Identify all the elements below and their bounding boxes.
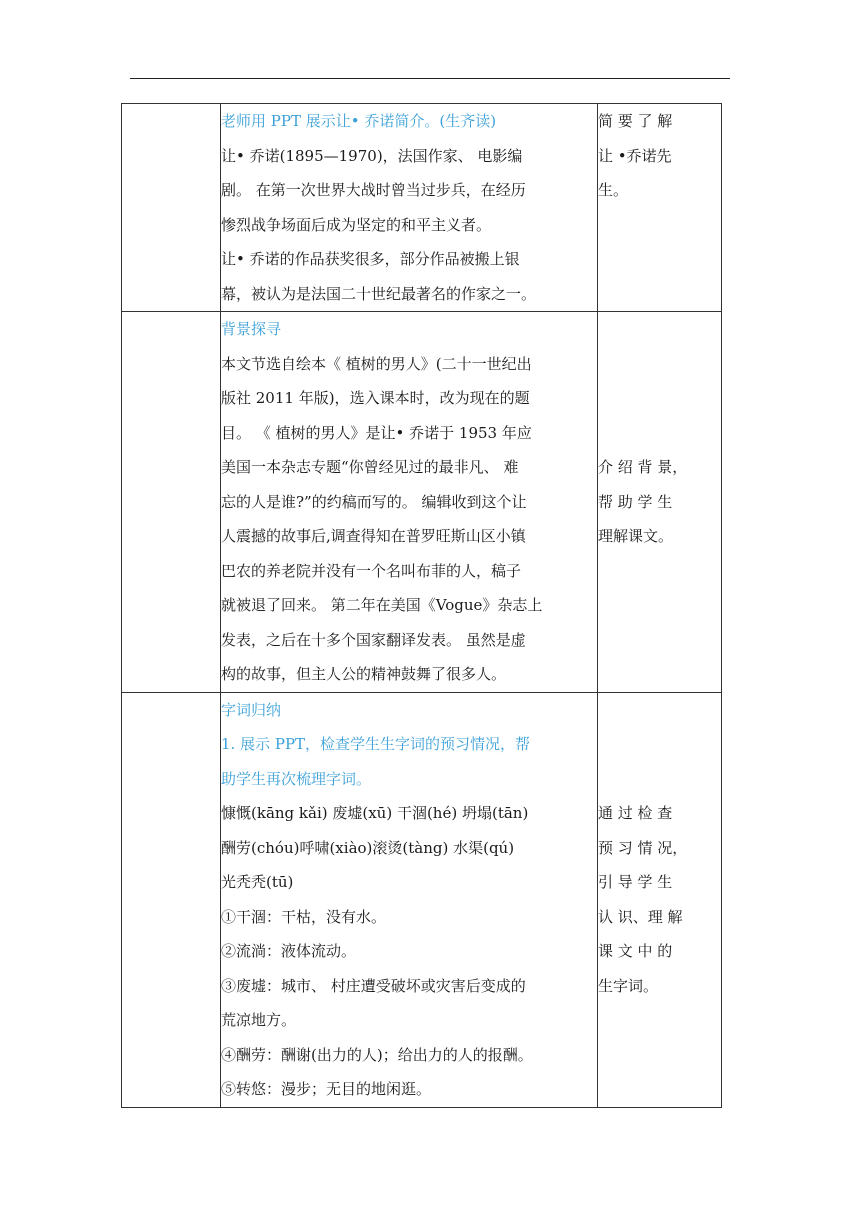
- vocab-line: 慷慨(kāng kǎi) 废墟(xū) 干涸(hé) 坍塌(tān): [221, 804, 529, 822]
- content-line: 剧。 在第一次世界大战时曾当过步兵，在经历: [221, 181, 526, 199]
- content-line: 发表，之后在十多个国家翻译发表。 虽然是虚: [221, 630, 526, 649]
- content-line: 目。 《 植树的男人》是让• 乔诺于 1953 年应: [221, 423, 532, 442]
- aim-line: 通 过 检 查: [598, 804, 673, 822]
- aim-cell: [598, 312, 722, 693]
- aim-line: 让 •乔诺先: [598, 146, 672, 165]
- table-row: [122, 692, 722, 1107]
- aim-line: 帮 助 学 生: [598, 492, 673, 511]
- content-cell: [221, 312, 598, 693]
- aim-line: 引 导 学 生: [598, 873, 673, 891]
- content-line: 助学生再次梳理字词。: [221, 769, 372, 788]
- content-line: 让• 乔诺(1895—1970)，法国作家、 电影编: [221, 146, 523, 165]
- content-cell: [221, 104, 598, 312]
- aim-line: 理解课文。: [598, 527, 674, 545]
- content-line: 忘的人是谁?”的约稿而写的。 编辑收到这个让: [221, 492, 527, 511]
- definition-line: ①干涸：干枯，没有水。: [221, 907, 387, 926]
- stage-cell: [122, 104, 221, 312]
- stage-cell: [122, 692, 221, 1107]
- table-row: [122, 312, 722, 693]
- definition-line: ③废墟：城市、 村庄遭受破坏或灾害后变成的: [221, 976, 526, 995]
- content-line: 人震撼的故事后,调查得知在普罗旺斯山区小镇: [221, 527, 526, 545]
- content-line: 版社 2011 年版)，选入课本时，改为现在的题: [221, 389, 530, 407]
- content-line: 就被退了回来。 第二年在美国《Vogue》杂志上: [221, 596, 543, 614]
- definition-line: ④酬劳：酬谢(出力的人)；给出力的人的报酬。: [221, 1045, 533, 1064]
- table-row: [122, 104, 722, 312]
- aim-cell: [598, 104, 722, 312]
- content-heading: 老师用 PPT 展示让• 乔诺简介。(生齐读): [221, 112, 497, 130]
- stage-cell: [122, 312, 221, 693]
- aim-line: 认 识、理 解: [598, 907, 683, 926]
- content-heading: 字词归纳: [221, 700, 282, 719]
- content-line: 幕，被认为是法国二十世纪最著名的作家之一。: [221, 284, 537, 303]
- content-line: 本文节选自绘本《 植树的男人》(二十一世纪出: [221, 354, 532, 373]
- aim-cell: [598, 692, 722, 1107]
- aim-line: 简 要 了 解: [598, 112, 673, 130]
- lesson-table: [121, 103, 722, 1108]
- content-line: 让• 乔诺的作品获奖很多，部分作品被搬上银: [221, 250, 520, 268]
- content-line: 构的故事，但主人公的精神鼓舞了很多人。: [221, 665, 507, 683]
- aim-line: 课 文 中 的: [598, 942, 673, 960]
- content-heading: 背景探寻: [221, 320, 282, 338]
- aim-line: 预 习 情 况，: [598, 838, 688, 857]
- content-line: 1. 展示 PPT，检查学生生字词的预习情况，帮: [221, 735, 531, 753]
- vocab-line: 酬劳(chóu)呼啸(xiào)滚烫(tàng) 水渠(qú): [221, 838, 515, 857]
- content-line: 巴农的养老院并没有一个名叫布菲的人，稿子: [221, 561, 522, 580]
- vocab-line: 光秃秃(tū): [221, 873, 294, 891]
- header-rule: [130, 78, 730, 79]
- content-line: 惨烈战争场面后成为坚定的和平主义者。: [221, 215, 492, 234]
- aim-line: 介 绍 背 景，: [598, 458, 688, 476]
- definition-line: ⑤转悠：漫步；无目的地闲逛。: [221, 1080, 432, 1098]
- definition-line: 荒凉地方。: [221, 1011, 297, 1029]
- aim-line: 生字词。: [598, 976, 659, 995]
- content-line: 美国一本杂志专题“你曾经见过的最非凡、 难: [221, 458, 519, 476]
- content-cell: [221, 692, 598, 1107]
- aim-line: 生。: [598, 181, 629, 199]
- definition-line: ②流淌：液体流动。: [221, 942, 357, 960]
